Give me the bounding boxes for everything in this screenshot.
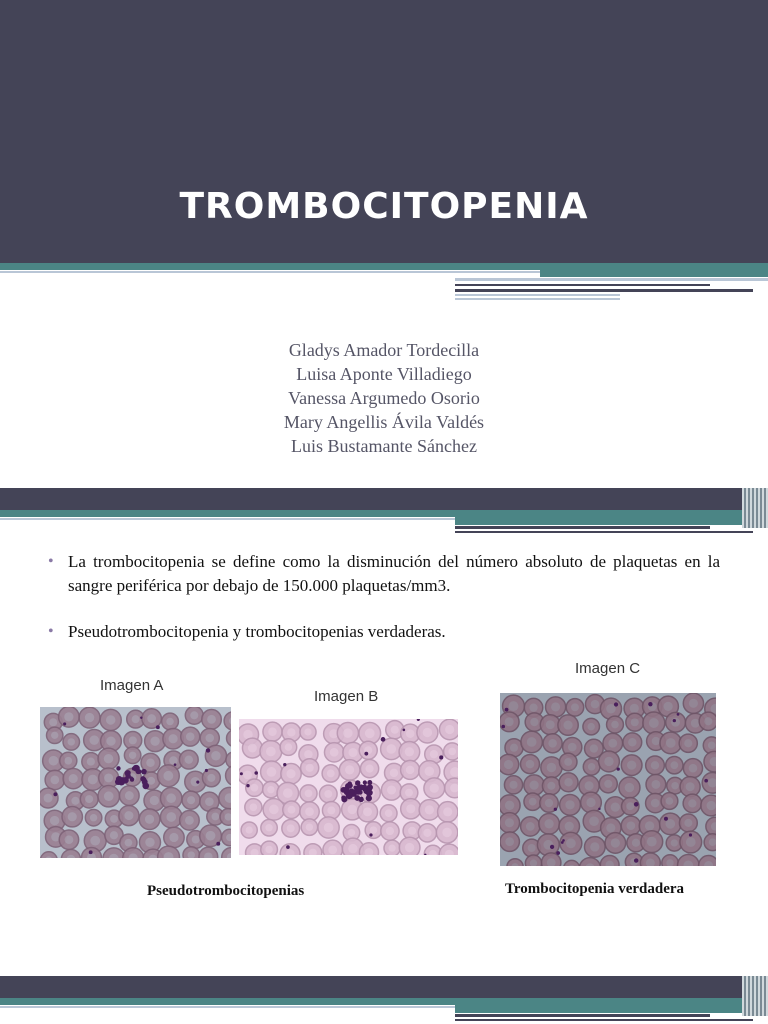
decorative-stripes [742, 976, 768, 1016]
divider [0, 518, 455, 520]
decorative-stripes [742, 488, 768, 528]
caption-true: Trombocitopenia verdadera [505, 881, 685, 897]
title-slide [0, 0, 768, 488]
author-name: Luisa Aponte Villadiego [296, 364, 472, 384]
caption-pseudo: Pseudotrombocitopenias [147, 883, 305, 899]
divider [455, 526, 710, 529]
bullet-item [48, 620, 720, 644]
divider [0, 1006, 455, 1008]
divider [455, 1019, 753, 1021]
image-b-label: Imagen B [314, 688, 379, 705]
accent-bar [455, 513, 768, 525]
author-name: Mary Angellis Ávila Valdés [283, 412, 485, 432]
author-name: Luis Bustamante Sánchez [291, 436, 477, 456]
divider [455, 1014, 710, 1017]
accent-bar [455, 1001, 768, 1013]
bullet-list [48, 550, 720, 644]
divider [455, 278, 768, 281]
divider [455, 294, 620, 296]
bullet-icon: • [48, 553, 54, 570]
bullet-icon: • [48, 623, 54, 640]
divider [0, 271, 540, 273]
micrograph-image-b [239, 719, 458, 855]
next-slide-partial [0, 976, 768, 1024]
header-band [0, 488, 768, 510]
accent-bar [540, 266, 768, 277]
bullet-text: La trombocitopenia se define como la disminución del número absoluto de plaquetas en la sangre periférica por debajo de 150.000 plaquetas/mm3. [68, 552, 720, 595]
divider [455, 289, 753, 292]
divider [455, 298, 620, 300]
author-list [0, 338, 768, 458]
author-name: Vanessa Argumedo Osorio [288, 388, 480, 408]
bullet-item [48, 550, 720, 598]
slide-title: TROMBOCITOPENIA [179, 186, 589, 227]
content-slide [0, 488, 768, 976]
bullet-text: Pseudotrombocitopenia y trombocitopenias verdaderas. [68, 622, 446, 641]
divider [455, 531, 753, 533]
divider [455, 284, 710, 286]
micrograph-image-c [500, 693, 716, 866]
image-c-label: Imagen C [575, 660, 641, 677]
header-band [0, 976, 768, 998]
author-name: Gladys Amador Tordecilla [288, 340, 480, 360]
image-a-label: Imagen A [100, 677, 164, 694]
micrograph-image-a [40, 707, 231, 858]
